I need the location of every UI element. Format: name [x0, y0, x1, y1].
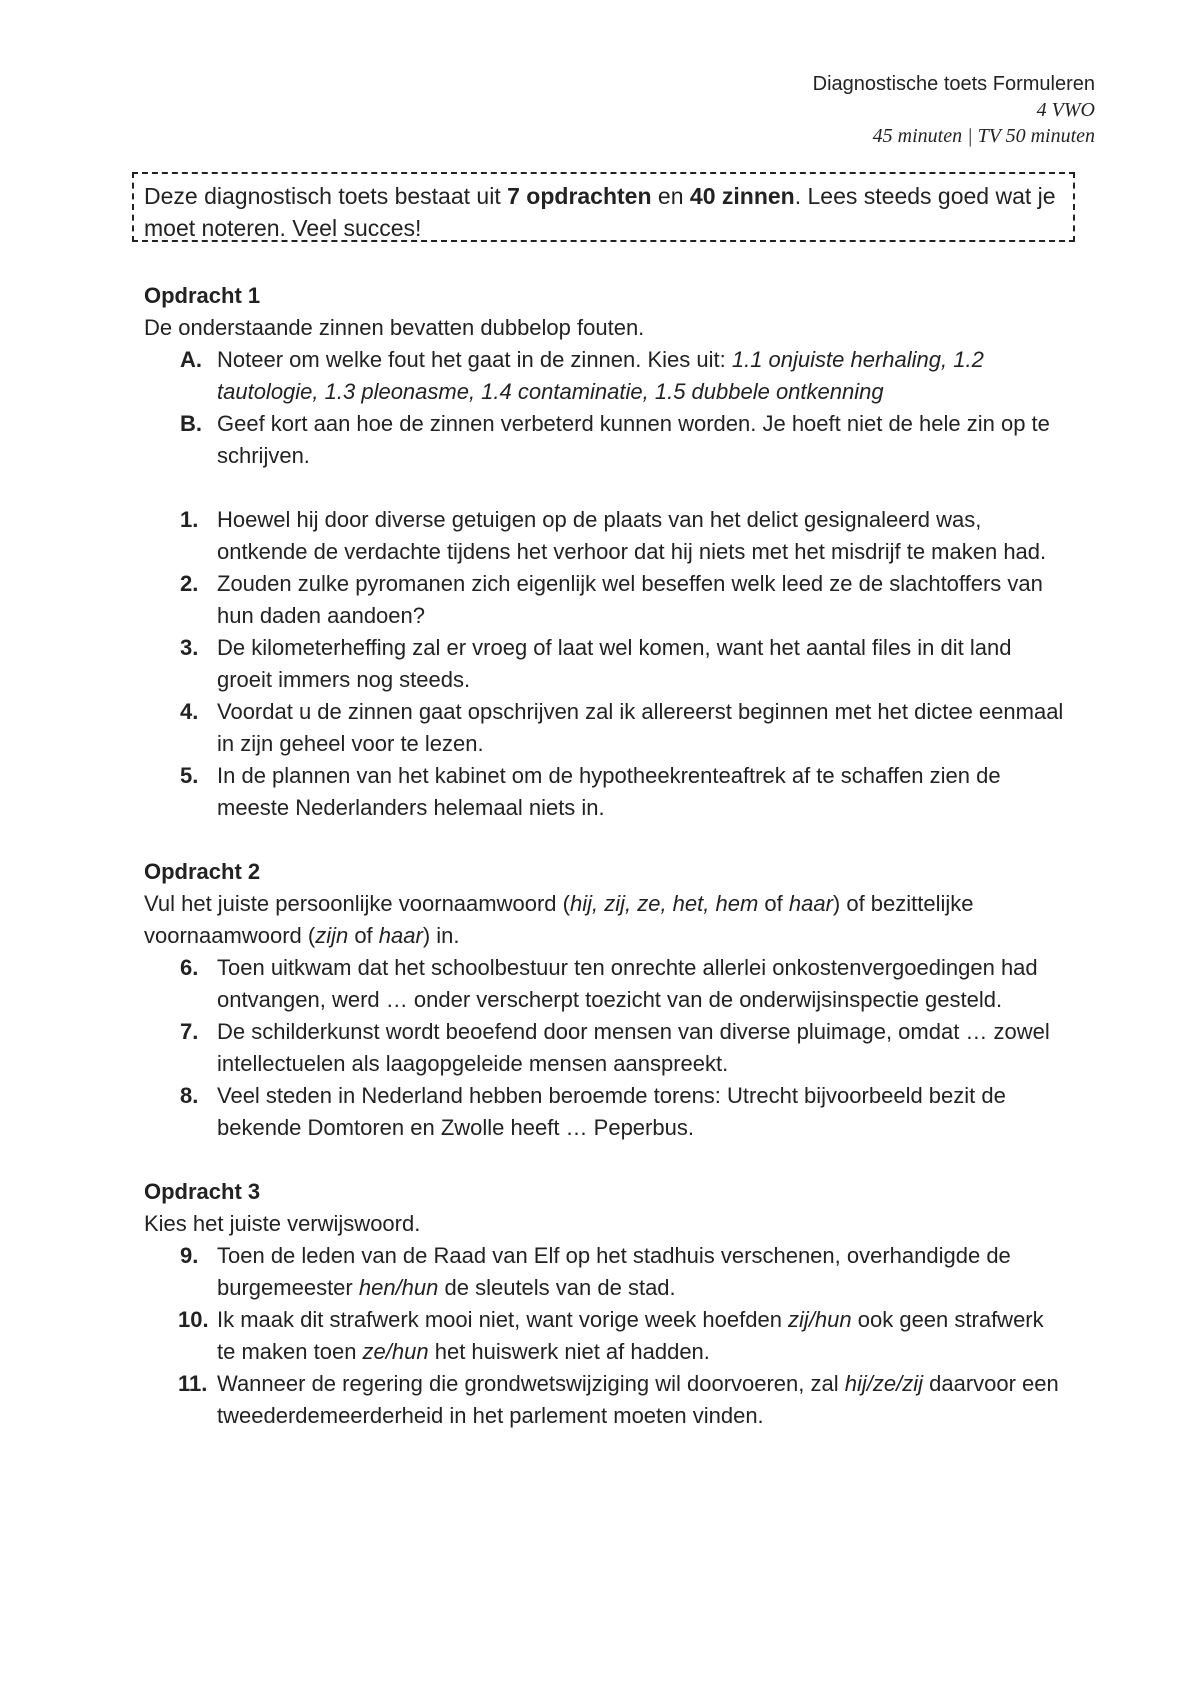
- question-text: ook geen strafwerk te maken toen: [217, 1307, 1044, 1364]
- question-text: Toen uitkwam dat het schoolbestuur ten onrechte allerlei onkostenvergoedingen had ontvangen, werd … onder verscherpt toezicht van de onderwijsinspectie gesteld.: [217, 955, 1038, 1012]
- intro-text-2: en: [651, 183, 690, 209]
- instruction-label: B.: [180, 411, 202, 436]
- question-number: 10.: [178, 1307, 209, 1332]
- section-title: Opdracht 2: [144, 859, 261, 884]
- question-text: Zouden zulke pyromanen zich eigenlijk wel beseffen welk leed ze de slachtoffers van hun daden aandoen?: [217, 571, 1043, 628]
- section-opdracht-3: [144, 1176, 1064, 1432]
- instruction-text: Noteer om welke fout het gaat in de zinnen. Kies uit:: [217, 347, 732, 372]
- desc-part: of: [348, 923, 379, 948]
- question-number: 11.: [178, 1371, 208, 1396]
- desc-part: ) of bezittelijke voornaamwoord (: [144, 891, 974, 948]
- question-text: Voordat u de zinnen gaat opschrijven zal ik allereerst beginnen met het dictee eenmaal in zijn geheel voor te lezen.: [217, 699, 1064, 756]
- question-item: [144, 1080, 1064, 1144]
- question-number: 8.: [180, 1083, 199, 1108]
- desc-italic: hij, zij, ze, het, hem: [569, 891, 759, 916]
- question-item: [144, 952, 1064, 1016]
- question-text: De schilderkunst wordt beoefend door mensen van diverse pluimage, omdat … zowel intellectuelen als laagopgeleide mensen aanspreekt.: [217, 1019, 1050, 1076]
- section-title: Opdracht 1: [144, 283, 261, 308]
- test-duration: 45 minuten | TV 50 minuten: [872, 125, 1095, 147]
- intro-box: [132, 172, 1075, 242]
- instruction-a: [144, 344, 1064, 408]
- section-description: Kies het juiste verwijswoord.: [144, 1211, 421, 1236]
- question-text: De kilometerheffing zal er vroeg of laat wel komen, want het aantal files in dit land groeit immers nog steeds.: [217, 635, 1012, 692]
- question-number: 7.: [180, 1019, 199, 1044]
- question-text: Veel steden in Nederland hebben beroemde torens: Utrecht bijvoorbeeld bezit de bekende Domtoren en Zwolle heeft … Peperbus.: [217, 1083, 1006, 1140]
- document-header: [813, 71, 1095, 149]
- question-text: Wanneer de regering die grondwetswijziging wil doorvoeren, zal: [217, 1371, 845, 1396]
- desc-part: ) in.: [422, 923, 460, 948]
- question-text: de sleutels van de stad.: [438, 1275, 676, 1300]
- section-opdracht-1: [144, 280, 1064, 824]
- question-number: 3.: [180, 635, 199, 660]
- intro-text-1: Deze diagnostisch toets bestaat uit: [144, 183, 508, 209]
- question-number: 5.: [180, 763, 199, 788]
- question-item: [144, 568, 1064, 632]
- intro-text-3: . Lees steeds goed wat je moet noteren. Veel succes!: [144, 183, 1056, 241]
- instruction-label: A.: [180, 347, 202, 372]
- section-description: De onderstaande zinnen bevatten dubbelop fouten.: [144, 315, 645, 340]
- question-text: Toen de leden van de Raad van Elf op het stadhuis verschenen, overhandigde de burgemeester: [217, 1243, 1011, 1300]
- question-item: [144, 632, 1064, 696]
- document-body: [144, 280, 1064, 1432]
- desc-part: Vul het juiste persoonlijke voornaamwoord (: [144, 891, 570, 916]
- section-opdracht-2: [144, 856, 1064, 1144]
- answer-choice: zij/hun: [788, 1307, 852, 1332]
- instruction-b: [144, 408, 1064, 472]
- question-item: [144, 1016, 1064, 1080]
- question-item: [144, 1368, 1064, 1432]
- question-text: daarvoor een tweederdemeerderheid in het parlement moeten vinden.: [217, 1371, 1059, 1428]
- question-item: [144, 760, 1064, 824]
- class-level: 4 VWO: [1036, 99, 1095, 121]
- question-item: [144, 696, 1064, 760]
- question-item: [144, 1304, 1064, 1368]
- answer-choice: ze/hun: [362, 1339, 429, 1364]
- question-number: 1.: [180, 507, 199, 532]
- question-text: Ik maak dit strafwerk mooi niet, want vorige week hoefden: [217, 1307, 789, 1332]
- answer-choice: hen/hun: [358, 1275, 439, 1300]
- desc-italic: zijn: [315, 923, 349, 948]
- intro-bold-zinnen: 40 zinnen: [689, 183, 795, 209]
- question-text: In de plannen van het kabinet om de hypotheekrenteaftrek af te schaffen zien de meeste Nederlanders helemaal niets in.: [217, 763, 1001, 820]
- section-title: Opdracht 3: [144, 1179, 261, 1204]
- question-item: [144, 504, 1064, 568]
- desc-part: of: [758, 891, 789, 916]
- question-number: 4.: [180, 699, 199, 724]
- desc-italic: haar: [788, 891, 833, 916]
- section-description: [144, 888, 1064, 952]
- instruction-text: Geef kort aan hoe de zinnen verbeterd kunnen worden. Je hoeft niet de hele zin op te schrijven.: [217, 411, 1050, 468]
- instruction-options: 1.1 onjuiste herhaling, 1.2 tautologie, 1.3 pleonasme, 1.4 contaminatie, 1.5 dubbele ontkenning: [217, 347, 984, 404]
- question-number: 9.: [180, 1243, 199, 1268]
- question-text: Hoewel hij door diverse getuigen op de plaats van het delict gesignaleerd was, ontkende de verdachte tijdens het verhoor dat hij niets met het misdrijf te maken had.: [217, 507, 1047, 564]
- document-title: Diagnostische toets Formuleren: [812, 73, 1095, 95]
- desc-italic: haar: [378, 923, 423, 948]
- intro-bold-opdrachten: 7 opdrachten: [507, 183, 652, 209]
- question-number: 2.: [180, 571, 199, 596]
- question-text: het huiswerk niet af hadden.: [428, 1339, 710, 1364]
- answer-choice: hij/ze/zij: [844, 1371, 923, 1396]
- question-number: 6.: [180, 955, 199, 980]
- question-item: [144, 1240, 1064, 1304]
